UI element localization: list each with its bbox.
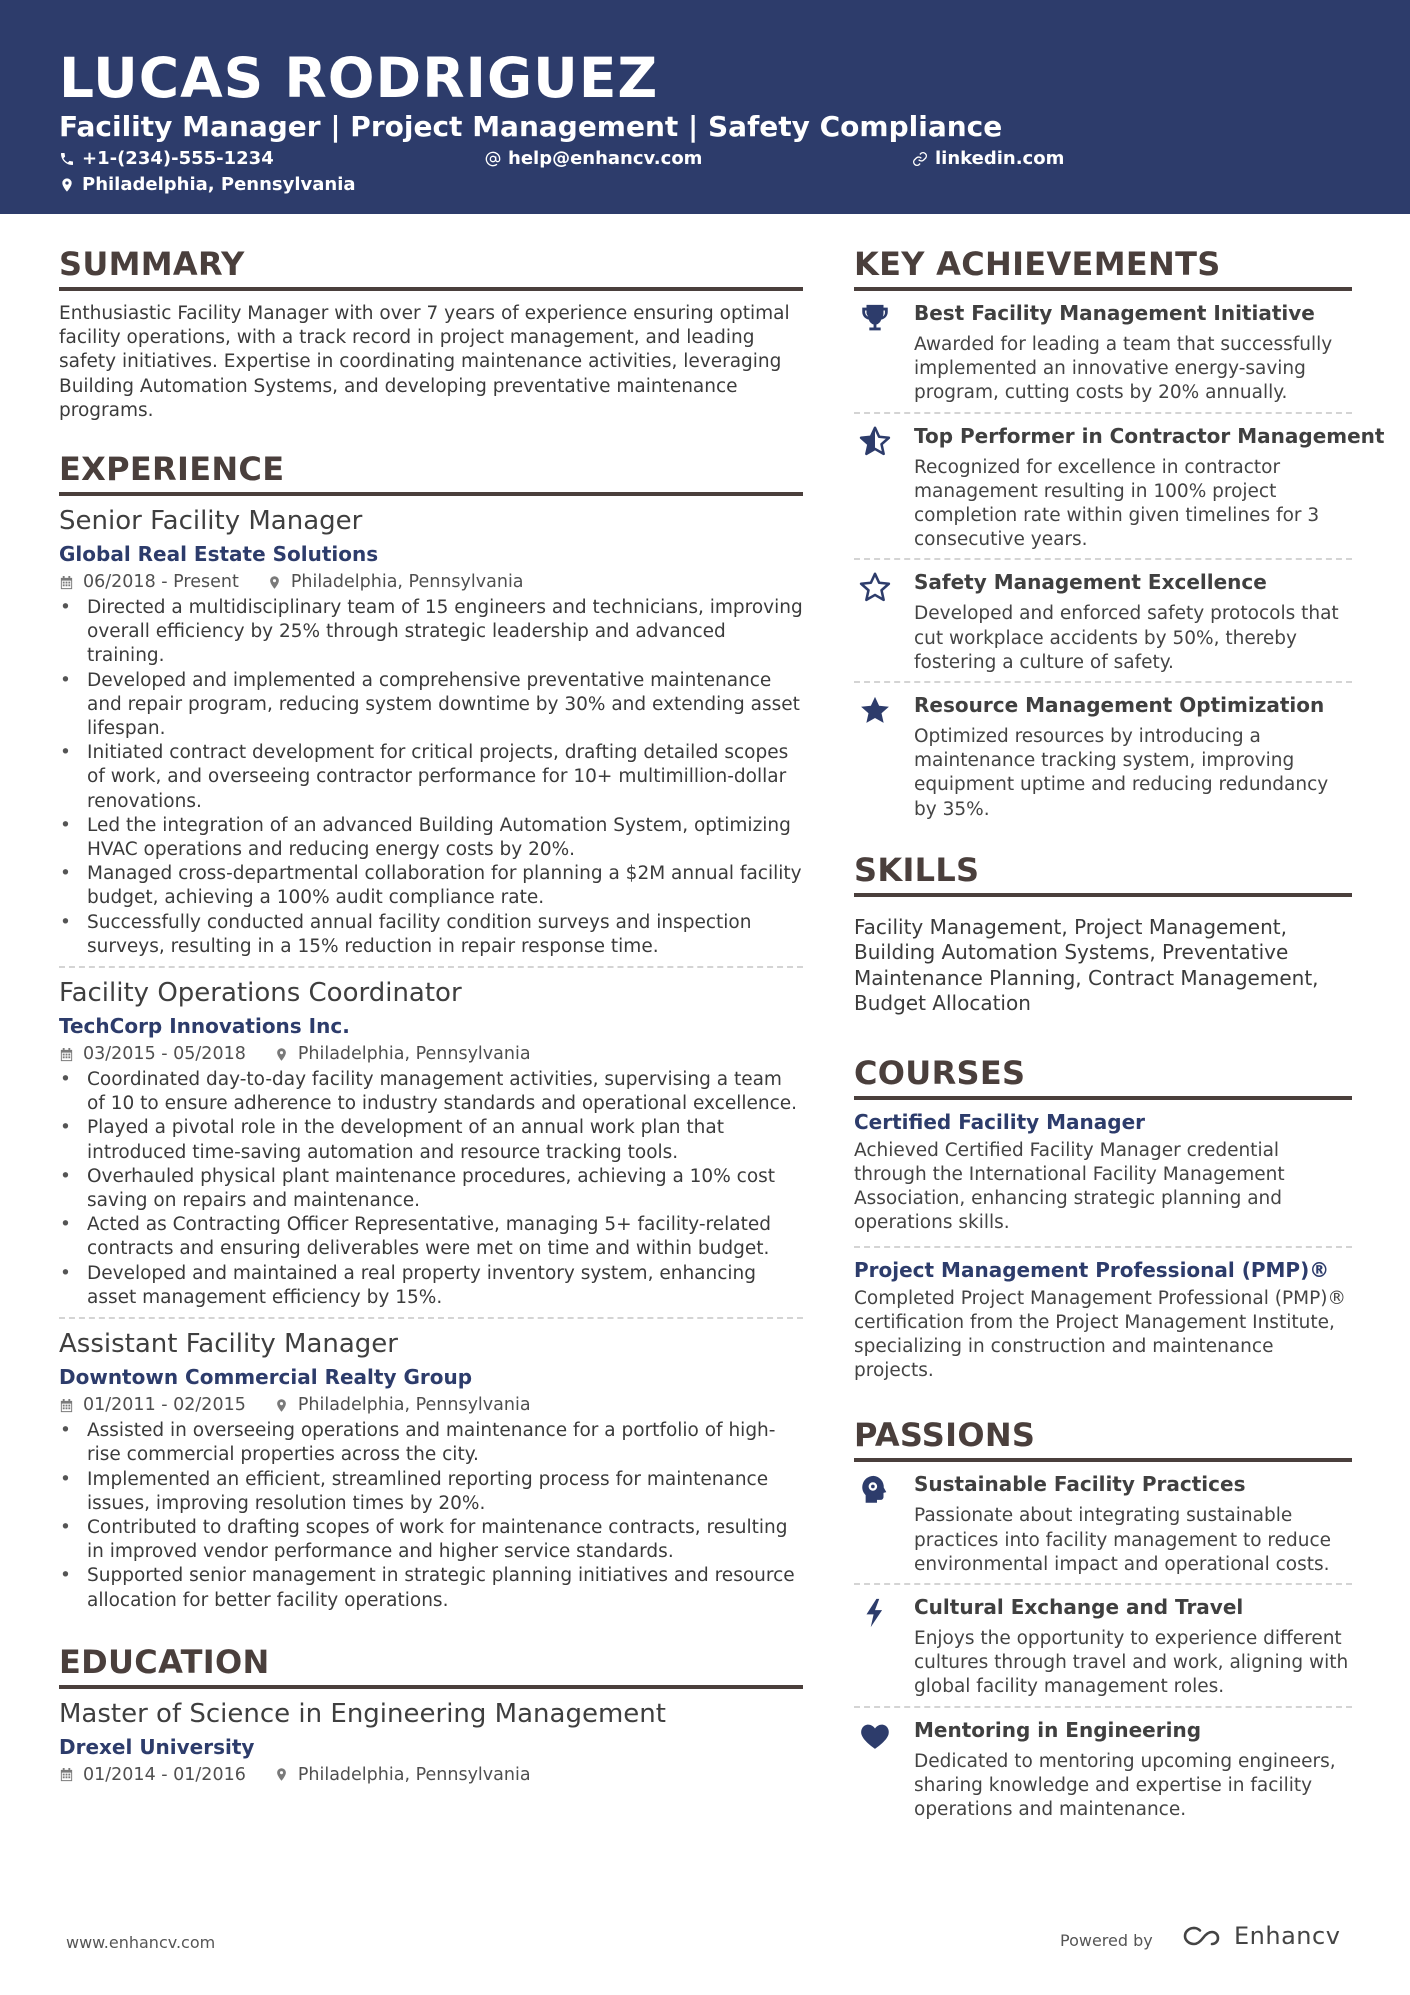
course-item: [854, 1100, 1352, 1248]
resume-header: [0, 0, 1410, 214]
passion-title: Mentoring in Engineering: [914, 1717, 1202, 1742]
skills-text: Facility Management, Project Management, Building Automation Systems, Preventative Maintenance Planning, Contract Management, Budget Allocation: [854, 914, 1319, 1016]
job-bullet: • Supported senior management in strategic planning initiatives and resource allocation for better facility operations.: [59, 1564, 803, 1612]
phone-text: +1-(234)-555-1234: [82, 148, 274, 169]
job-dates: 03/2015 - 05/2018: [83, 1044, 246, 1065]
passion-title: Cultural Exchange and Travel: [914, 1595, 1244, 1620]
passion-icon-wrap: [854, 1593, 914, 1700]
footer-website-link[interactable]: www.enhancv.com: [66, 1933, 216, 1952]
achievement-desc: Optimized resources by introducing a maintenance tracking system, improving equipment uptime and reducing redundancy by 35%.: [914, 726, 1329, 820]
left-column: [59, 244, 803, 1788]
job-bullets: [59, 1419, 803, 1613]
job-bullet: • Overhauled physical plant maintenance procedures, achieving a 10% cost saving on repairs and maintenance.: [59, 1165, 803, 1213]
achievement-item: [854, 683, 1352, 828]
job-bullet: • Developed and maintained a real property inventory system, enhancing asset management efficiency by 15%.: [59, 1262, 803, 1310]
job-title: Facility Operations Coordinator: [59, 978, 462, 1009]
calendar-icon: [59, 575, 74, 590]
achievement-body: [914, 299, 1352, 406]
achievement-desc: Developed and enforced safety protocols that cut workplace accidents by 50%, thereby fostering a culture of safety.: [914, 603, 1339, 673]
achievement-icon-wrap: [854, 299, 914, 406]
education-meta: [59, 1762, 803, 1788]
passion-desc: Dedicated to mentoring upcoming engineers, sharing knowledge and expertise in facility operations and maintenance.: [914, 1750, 1336, 1821]
calendar-icon: [59, 1398, 74, 1413]
passion-desc: Enjoys the opportunity to experience different cultures through travel and work, aligning with global facility management roles.: [914, 1628, 1349, 1698]
education-heading: EDUCATION: [59, 1642, 803, 1689]
company-name: TechCorp Innovations Inc.: [59, 1014, 350, 1039]
job-location: Philadelphia, Pennsylvania: [297, 1395, 531, 1416]
passions-heading: PASSIONS: [854, 1415, 1352, 1462]
star-filled-icon: [858, 694, 892, 728]
course-item: [854, 1248, 1352, 1394]
courses-section: [854, 1053, 1352, 1394]
enhancv-logo-icon: [1180, 1922, 1226, 1950]
achievement-title: Best Facility Management Initiative: [914, 301, 1315, 325]
course-desc: Achieved Certified Facility Manager credential through the International Facility Management Association, enhancing strategic planning and operations skills.: [854, 1139, 1285, 1234]
job-location-wrap: [274, 1041, 531, 1067]
job-bullet: • Played a pivotal role in the development of an annual work plan that introduced time-saving automation and resource tracking tools.: [59, 1116, 803, 1164]
job-entry: [59, 1327, 803, 1620]
summary-heading: SUMMARY: [59, 244, 803, 291]
education-section: [59, 1642, 803, 1788]
star-outline-icon: [858, 571, 892, 605]
right-column: [854, 244, 1385, 1828]
passion-item: [854, 1585, 1352, 1708]
job-meta: [59, 1392, 803, 1418]
achievement-item: [854, 291, 1352, 414]
job-bullet: • Coordinated day-to-day facility management activities, supervising a team of 10 to ensure adherence to industry standards and operational excellence.: [59, 1068, 803, 1116]
achievement-icon-wrap: [854, 691, 914, 822]
job-title: Senior Facility Manager: [59, 506, 363, 537]
job-location-wrap: [274, 1392, 531, 1418]
achievement-desc: Awarded for leading a team that successfully implemented an innovative energy-saving program, cutting costs by 20% annually.: [914, 334, 1333, 404]
course-desc: Completed Project Management Professional (PMP)® certification from the Project Management Institute, specializing in construction and maintenance projects.: [854, 1287, 1346, 1382]
experience-section: [59, 449, 803, 1620]
courses-heading: COURSES: [854, 1053, 1352, 1100]
passion-body: [914, 1593, 1352, 1700]
passion-item: [854, 1708, 1352, 1829]
job-bullet: • Assisted in overseeing operations and maintenance for a portfolio of high-rise commercial properties across the city.: [59, 1419, 803, 1467]
achievement-icon-wrap: [854, 422, 914, 553]
job-title: Assistant Facility Manager: [59, 1329, 398, 1360]
job-location-wrap: [267, 569, 524, 595]
company-name: Downtown Commercial Realty Group: [59, 1365, 473, 1390]
job-entry: [59, 976, 803, 1319]
contact-linkedin[interactable]: [912, 147, 1064, 171]
job-bullet: • Developed and implemented a comprehensive preventative maintenance and repair program, reducing system downtime by 30% and extending asset lifespan.: [59, 669, 803, 742]
company-name: Global Real Estate Solutions: [59, 542, 379, 567]
email-text: help@enhancv.com: [508, 148, 703, 169]
link-icon: [912, 151, 928, 167]
passion-desc: Passionate about integrating sustainable practices into facility management to reduce environmental impact and operational costs.: [914, 1505, 1332, 1575]
achievement-desc: Recognized for excellence in contractor management resulting in 100% project completion rate within given timelines for 3 consecutive years.: [914, 456, 1320, 551]
achievement-icon-wrap: [854, 568, 914, 675]
job-bullet: • Implemented an efficient, streamlined reporting process for maintenance issues, improving resolution times by 20%.: [59, 1468, 803, 1516]
lightning-icon: [858, 1596, 892, 1630]
location-pin-icon: [274, 1398, 289, 1413]
education-location-wrap: [274, 1762, 531, 1788]
achievement-title: Top Performer in Contractor Management: [914, 423, 1385, 448]
passion-item: [854, 1462, 1352, 1585]
achievements-section: [854, 244, 1385, 828]
contact-location: [59, 173, 356, 197]
location-pin-icon: [274, 1047, 289, 1062]
location-text: Philadelphia, Pennsylvania: [82, 174, 356, 195]
job-location: Philadelphia, Pennsylvania: [290, 572, 524, 593]
job-dates: 01/2011 - 02/2015: [83, 1395, 246, 1416]
experience-heading: EXPERIENCE: [59, 449, 803, 496]
achievement-title: Resource Management Optimization: [914, 693, 1325, 718]
school-name: Drexel University: [59, 1734, 255, 1759]
course-title: Project Management Professional (PMP)®: [854, 1257, 1330, 1282]
heart-icon: [858, 1719, 892, 1753]
passion-body: [914, 1716, 1352, 1823]
passion-body: [914, 1470, 1352, 1577]
job-dates: 06/2018 - Present: [83, 572, 239, 593]
star-half-icon: [858, 425, 892, 459]
enhancv-logo[interactable]: [1180, 1922, 1340, 1950]
job-entry: [59, 504, 803, 968]
job-bullet: • Managed cross-departmental collaboration for planning a $2M annual facility budget, achieving a 100% audit compliance rate.: [59, 862, 803, 910]
job-meta: [59, 569, 803, 595]
calendar-icon: [59, 1047, 74, 1062]
job-bullet: • Successfully conducted annual facility condition surveys and inspection surveys, resulting in a 15% reduction in repair response time.: [59, 911, 803, 959]
passions-section: [854, 1415, 1352, 1828]
job-bullets: [59, 1068, 803, 1310]
achievement-body: [914, 691, 1352, 822]
course-title: Certified Facility Manager: [854, 1109, 1146, 1134]
head-brain-icon: [858, 1473, 892, 1507]
job-bullet: • Contributed to drafting scopes of work for maintenance contracts, resulting in improved vendor performance and higher service standards.: [59, 1516, 803, 1564]
candidate-subtitle: Facility Manager | Project Management | Safety Compliance: [59, 110, 1003, 143]
summary-section: [59, 244, 803, 423]
achievement-body: [914, 568, 1352, 675]
contact-phone[interactable]: [59, 147, 274, 171]
candidate-name: LUCAS RODRIGUEZ: [59, 46, 659, 110]
linkedin-text: linkedin.com: [935, 148, 1065, 169]
passion-icon-wrap: [854, 1716, 914, 1823]
achievement-item: [854, 560, 1352, 683]
job-bullet: • Directed a multidisciplinary team of 15 engineers and technicians, improving overall efficiency by 25% through strategic leadership and advanced training.: [59, 596, 803, 669]
passion-icon-wrap: [854, 1470, 914, 1577]
job-location: Philadelphia, Pennsylvania: [297, 1044, 531, 1065]
job-bullet: • Led the integration of an advanced Building Automation System, optimizing HVAC operations and reducing energy costs by 20%.: [59, 814, 803, 862]
job-bullet: • Initiated contract development for critical projects, drafting detailed scopes of work, and overseeing contractor performance for 10+ multimillion-dollar renovations.: [59, 741, 803, 814]
at-icon: [485, 151, 501, 167]
trophy-icon: [858, 302, 892, 336]
enhancv-brand-text: Enhancv: [1234, 1922, 1341, 1950]
summary-text: Enthusiastic Facility Manager with over 7 years of experience ensuring optimal facility operations, with a track record in project management, and leading safety initiatives. Expertise in coordinating maintenance activities, leveraging Building Automation Systems, and developing preventative maintenance programs.: [59, 303, 790, 421]
achievement-body: [914, 422, 1384, 553]
achievement-item: [854, 414, 1385, 561]
location-pin-icon: [274, 1767, 289, 1782]
achievements-heading: KEY ACHIEVEMENTS: [854, 244, 1352, 291]
education-dates: 01/2014 - 01/2016: [83, 1764, 246, 1785]
contact-email[interactable]: [485, 147, 702, 171]
location-pin-icon: [59, 177, 75, 193]
education-location: Philadelphia, Pennsylvania: [297, 1764, 531, 1785]
calendar-icon: [59, 1767, 74, 1782]
passion-title: Sustainable Facility Practices: [914, 1472, 1246, 1497]
location-pin-icon: [267, 575, 282, 590]
job-bullets: [59, 596, 803, 959]
achievement-title: Safety Management Excellence: [914, 570, 1267, 595]
footer-powered-by: Powered by: [1060, 1931, 1153, 1950]
job-bullet: • Acted as Contracting Officer Representative, managing 5+ facility-related contracts and ensuring deliverables were met on time and within budget.: [59, 1213, 803, 1261]
skills-section: [854, 850, 1352, 1017]
skills-heading: SKILLS: [854, 850, 1352, 897]
degree-title: Master of Science in Engineering Management: [59, 1698, 666, 1729]
job-meta: [59, 1041, 803, 1067]
phone-icon: [59, 151, 75, 167]
